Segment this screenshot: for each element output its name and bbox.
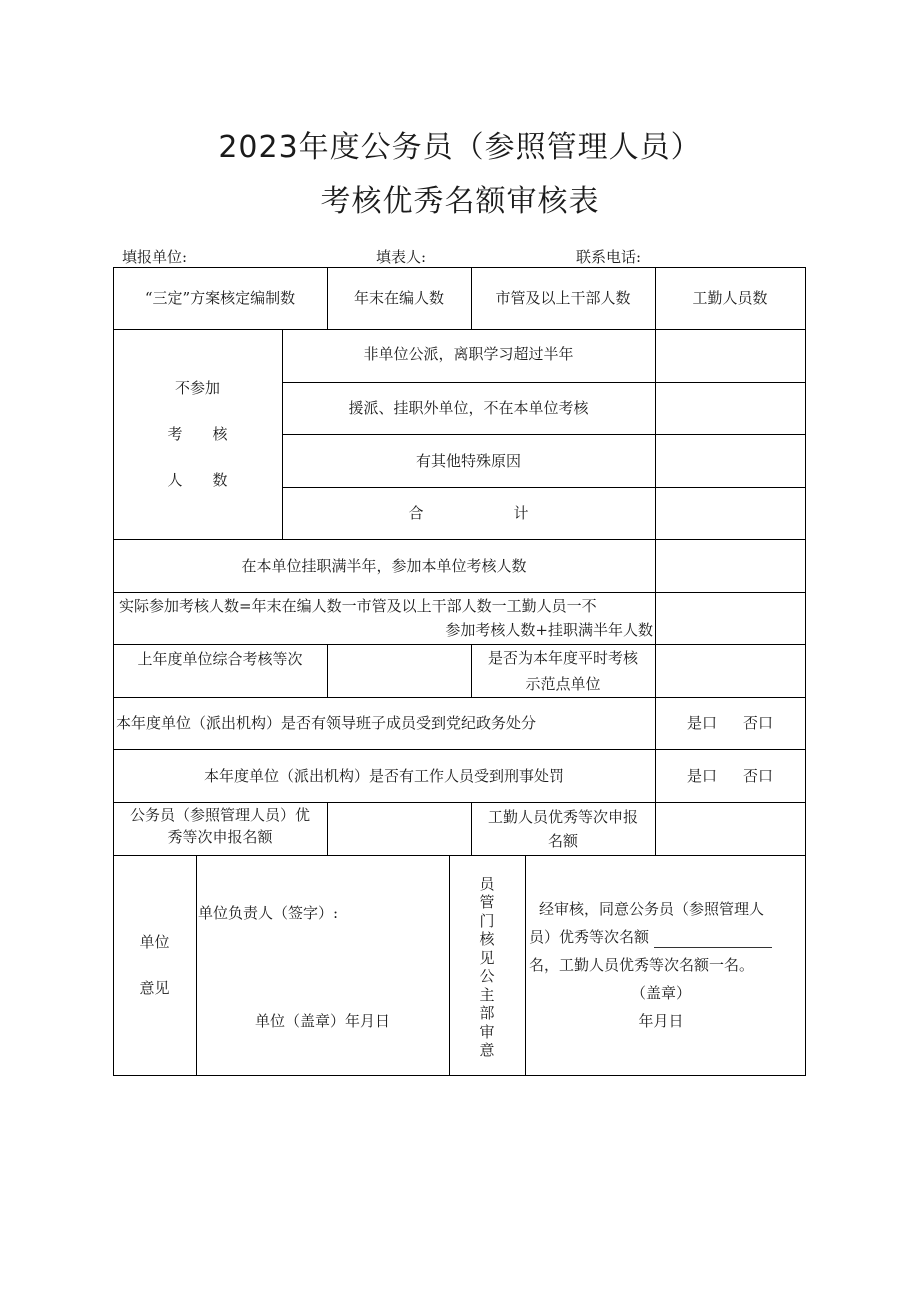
worker-count-header: 工勤人员数 <box>692 289 768 307</box>
not-participating-item: 援派、挂职外单位，不在本单位考核 <box>348 399 589 417</box>
discipline-label: 本年度单位（派出机构）是否有领导班子成员受到党纪政务处分 <box>116 714 537 732</box>
last-year-grade-label: 上年度单位综合考核等次 <box>137 650 303 668</box>
not-participating-item: 有其他特殊原因 <box>415 451 521 470</box>
not-participating-label-line1: 不参加 <box>174 379 220 397</box>
year-end-count-header: 年末在编人数 <box>353 289 444 307</box>
dept-date: 年月日 <box>638 1012 684 1030</box>
not-participating-label <box>113 329 282 539</box>
civil-quota-label <box>113 802 327 855</box>
form-title-line2: 考核优秀名额审核表 <box>320 184 600 219</box>
worker-quota-line2: 名额 <box>547 831 578 850</box>
guazhi-label: 在本单位挂职满半年，参加本单位考核人数 <box>241 556 527 575</box>
dept-label-char: 审 <box>479 1022 495 1041</box>
civil-quota-blank[interactable] <box>654 929 772 948</box>
filler-label: 填表人: <box>376 248 427 266</box>
dept-label-char: 门 <box>479 911 495 930</box>
dept-label-char: 意 <box>479 1041 495 1059</box>
not-participating-item: 非单位公派，离职学习超过半年 <box>363 345 574 363</box>
unit-opinion-line2: 意见 <box>139 979 170 997</box>
not-participating-label-line2: 考 核 <box>167 425 228 443</box>
review-line3: 名，工勤人员优秀等次名额一名。 <box>529 956 755 974</box>
civil-quota-line1: 公务员（参照管理人员）优 <box>129 806 310 824</box>
criminal-yes-checkbox[interactable]: 是口 <box>686 766 717 785</box>
review-line2: 员）优秀等次名额 <box>529 928 650 946</box>
dept-label-char: 见 <box>479 948 495 967</box>
review-opinion-text <box>529 895 803 1035</box>
dept-stamp: （盖章） <box>630 984 691 1002</box>
dept-label-char: 核 <box>479 930 495 948</box>
cadre-count-header: 市管及以上干部人数 <box>495 289 631 307</box>
leader-signature-label: 单位负责人（签字）: <box>198 904 339 922</box>
form-title-line1: 2023年度公务员（参照管理人员） <box>218 130 702 165</box>
criminal-options <box>655 749 805 802</box>
not-participating-label-line3: 人 数 <box>167 471 228 489</box>
actual-count-line1: 实际参加考核人数=年末在编人数一市管及以上干部人数一工勤人员一不 <box>119 597 597 615</box>
criminal-no-checkbox[interactable]: 否口 <box>743 766 774 785</box>
phone-label: 联系电话: <box>576 248 642 266</box>
criminal-label: 本年度单位（派出机构）是否有工作人员受到刑事处罚 <box>203 766 564 785</box>
review-line1: 经审核，同意公务员（参照管理人 <box>539 900 765 918</box>
unit-stamp-date: 单位（盖章）年月日 <box>254 1012 390 1030</box>
discipline-no-checkbox[interactable]: 否口 <box>743 714 774 732</box>
review-line2-wrap <box>529 923 803 951</box>
dept-opinion-label <box>449 872 525 1062</box>
fill-unit-label: 填报单位: <box>122 248 188 266</box>
discipline-yes-checkbox[interactable]: 是口 <box>686 714 717 732</box>
actual-count-line2: 参加考核人数+挂职满半年人数 <box>445 621 653 639</box>
worker-quota-label <box>471 802 655 855</box>
demo-unit-label <box>471 644 655 697</box>
dept-label-char: 管 <box>479 893 495 911</box>
dept-label-char: 部 <box>479 1004 495 1022</box>
worker-quota-line1: 工勤人员优秀等次申报 <box>487 807 638 826</box>
dept-label-char: 主 <box>479 985 495 1004</box>
demo-unit-line1: 是否为本年度平时考核 <box>487 648 638 667</box>
not-participating-total: 合 计 <box>408 504 529 522</box>
civil-quota-line2: 秀等次申报名额 <box>167 828 273 846</box>
dept-label-char: 员 <box>479 874 495 893</box>
unit-opinion-label <box>113 855 196 1075</box>
unit-opinion-line1: 单位 <box>139 933 170 951</box>
demo-unit-line2: 示范点单位 <box>525 674 601 693</box>
actual-count-label <box>113 592 655 644</box>
discipline-options <box>655 697 805 749</box>
sanding-quota-header: “三定”方案核定编制数 <box>144 289 296 307</box>
dept-label-char: 公 <box>479 967 495 985</box>
